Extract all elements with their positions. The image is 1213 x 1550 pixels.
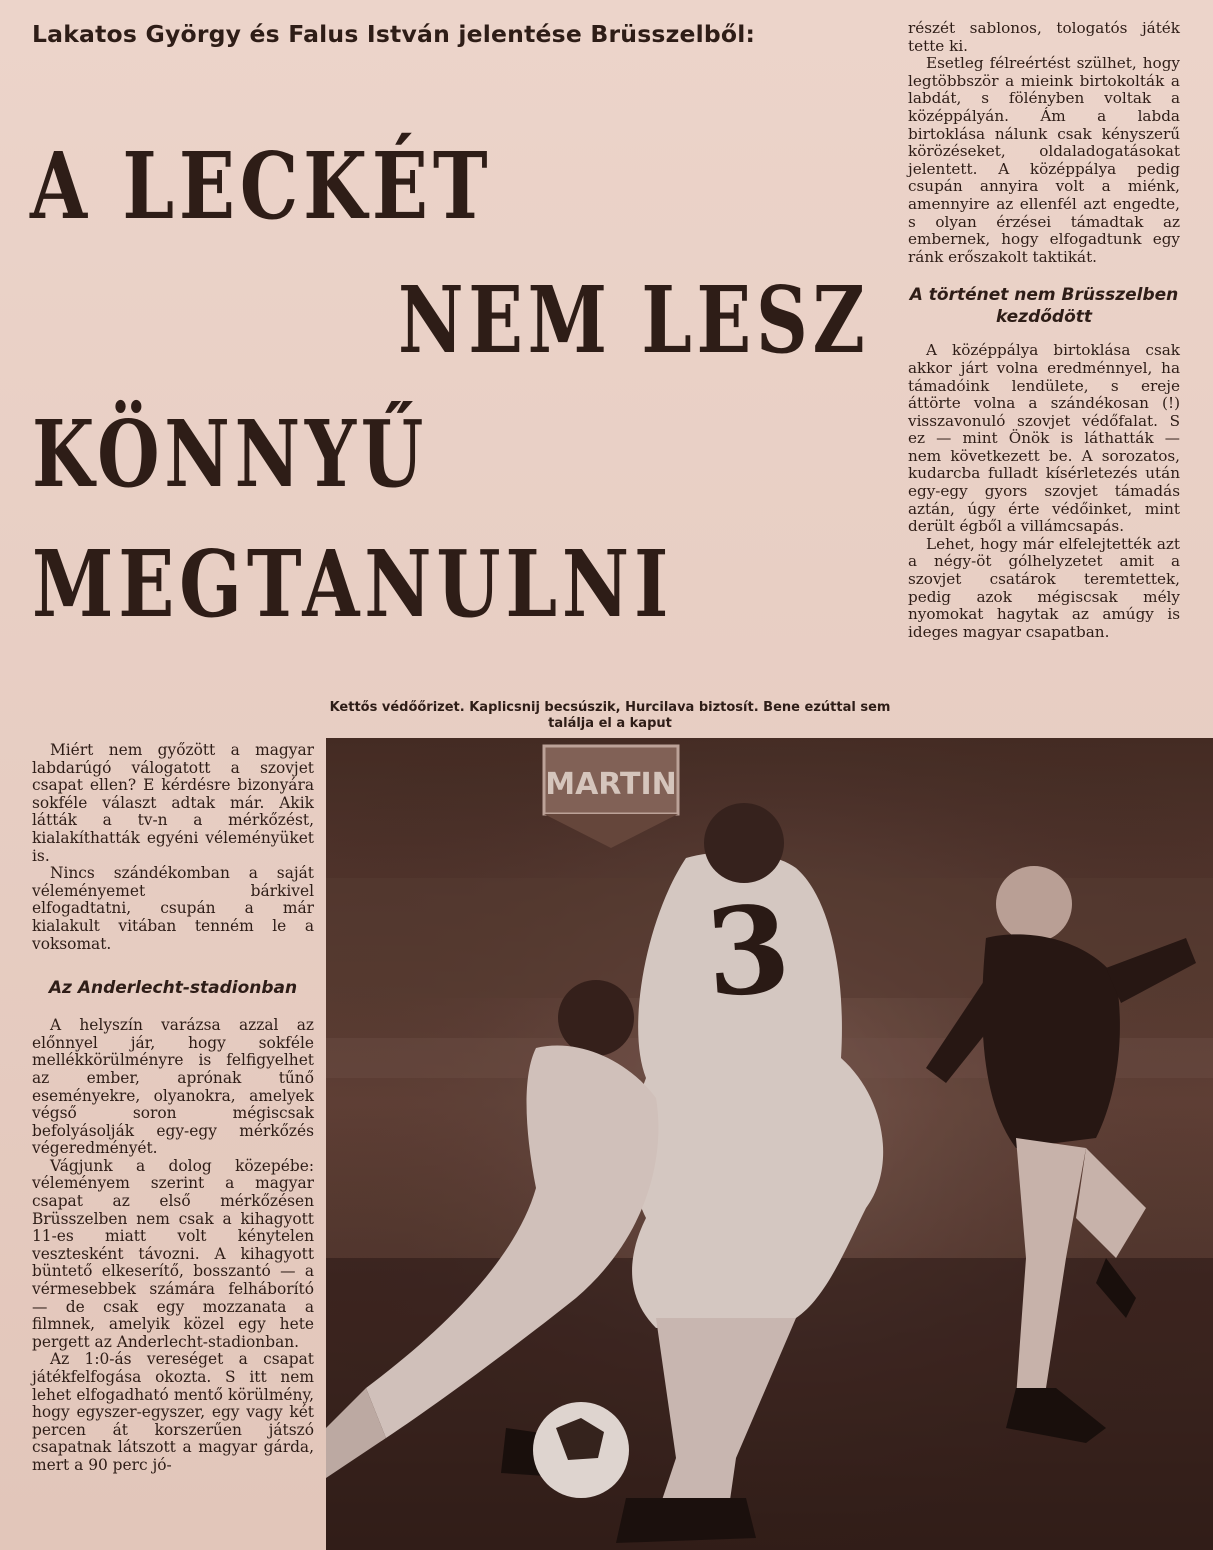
- left-paragraph-3: A helyszín varázsa azzal az előnnyel jár, hogy sokféle mellékkörülményre is felfigyelhet az ember, aprónak tűnő eseményekre, olyanokra, amelyek végső soron mégiscsak befolyásolják egy-egy mérkőzés végeredményét.: [32, 1016, 314, 1158]
- match-photo: [326, 738, 1213, 1550]
- headline-line-4: MEGTANULNI: [32, 530, 674, 638]
- left-paragraph-2: Nincs szándékomban a saját véleményemet bárkivel elfogadtatni, csupán a már kialakult vitában tenném le a voksomat.: [32, 864, 314, 953]
- right-subheading: A történet nem Brüsszelben kezdődött: [909, 285, 1179, 328]
- left-column: [32, 742, 314, 1475]
- jersey-number: 3: [701, 878, 795, 1025]
- left-subheading: Az Anderlecht-stadionban: [48, 978, 298, 999]
- right-paragraph-2: Esetleg félreértést szülhet, hogy legtöbbször a mieink birtokolták a labdát, s fölényben voltak a középpályán. Ám a labda birtoklása nálunk csak kényszerű körözéseket, oldaladogatásokat jelentett. A középpálya pedig csupán annyira volt a miénk, amennyire az ellenfél azt engedte, s olyan érzései támadtak az embernek, hogy elfogadtunk egy ránk erőszakolt taktikát.: [908, 54, 1180, 266]
- right-paragraph-3: A középpálya birtoklása csak akkor járt volna eredménnyel, ha támadóink lendülete, s ereje áttörte volna a szándékosan (!) visszavonuló szovjet védőfalat. S ez — mint Önök is láthatták — nem következett be. A sorozatos, kudarcba fulladt kísérletezés után egy-egy gyors szovjet támadás aztán, úgy érte védőinket, mint derült égből a villámcsapás.: [908, 341, 1180, 536]
- match-photo-illustration: [326, 738, 1213, 1550]
- left-paragraph-5: Az 1:0-ás vereséget a csapat játékfelfogása okozta. S itt nem lehet elfogadható mentő körülmény, hogy egyszer-egyszer, egy vagy két percen át korszerűen játszó csapatnak látszott a magyar gárda, mert a 90 perc jó-: [32, 1350, 314, 1474]
- left-paragraph-1: Miért nem győzött a magyar labdarúgó válogatott a szovjet csapat ellen? E kérdésre bizonyára sokféle választ adtak már. Akik látták a tv-n a mérkőzést, kialakíthatták egyéni véleményüket is.: [32, 741, 314, 865]
- right-column: [908, 20, 1180, 641]
- byline: Lakatos György és Falus István jelentése Brüsszelből:: [32, 20, 756, 48]
- photo-caption: Kettős védőőrizet. Kaplicsnij becsúszik, Hurcilava biztosít. Bene ezúttal sem találja el a kaput: [329, 700, 891, 731]
- right-paragraph-1: részét sablonos, tologatós játék tette ki.: [908, 19, 1180, 55]
- headline-line-3: KÖNNYŰ: [32, 400, 429, 508]
- right-paragraph-4: Lehet, hogy már elfelejtették azt a négy-öt gólhelyzetet amit a szovjet csatárok teremtettek, pedig azok mégiscsak mély nyomokat hagytak az amúgy is ideges magyar csapatban.: [908, 534, 1180, 641]
- headline-line-1: A LECKÉT: [30, 132, 493, 240]
- sign-text: MARTIN: [545, 767, 677, 802]
- left-paragraph-4: Vágjunk a dolog közepébe: véleményem szerint a magyar csapat az első mérkőzésen Brüsszelben nem csak a kihagyott 11-es miatt volt kénytelen vesztesként távozni. A kihagyott büntető elkeserítő, bosszantó — a vérmesebbek számára felháborító — de csak egy mozzanata a filmnek, amelyik közel egy hete pergett az Anderlecht-stadionban.: [32, 1156, 314, 1351]
- headline-line-2: NEM LESZ: [398, 266, 870, 374]
